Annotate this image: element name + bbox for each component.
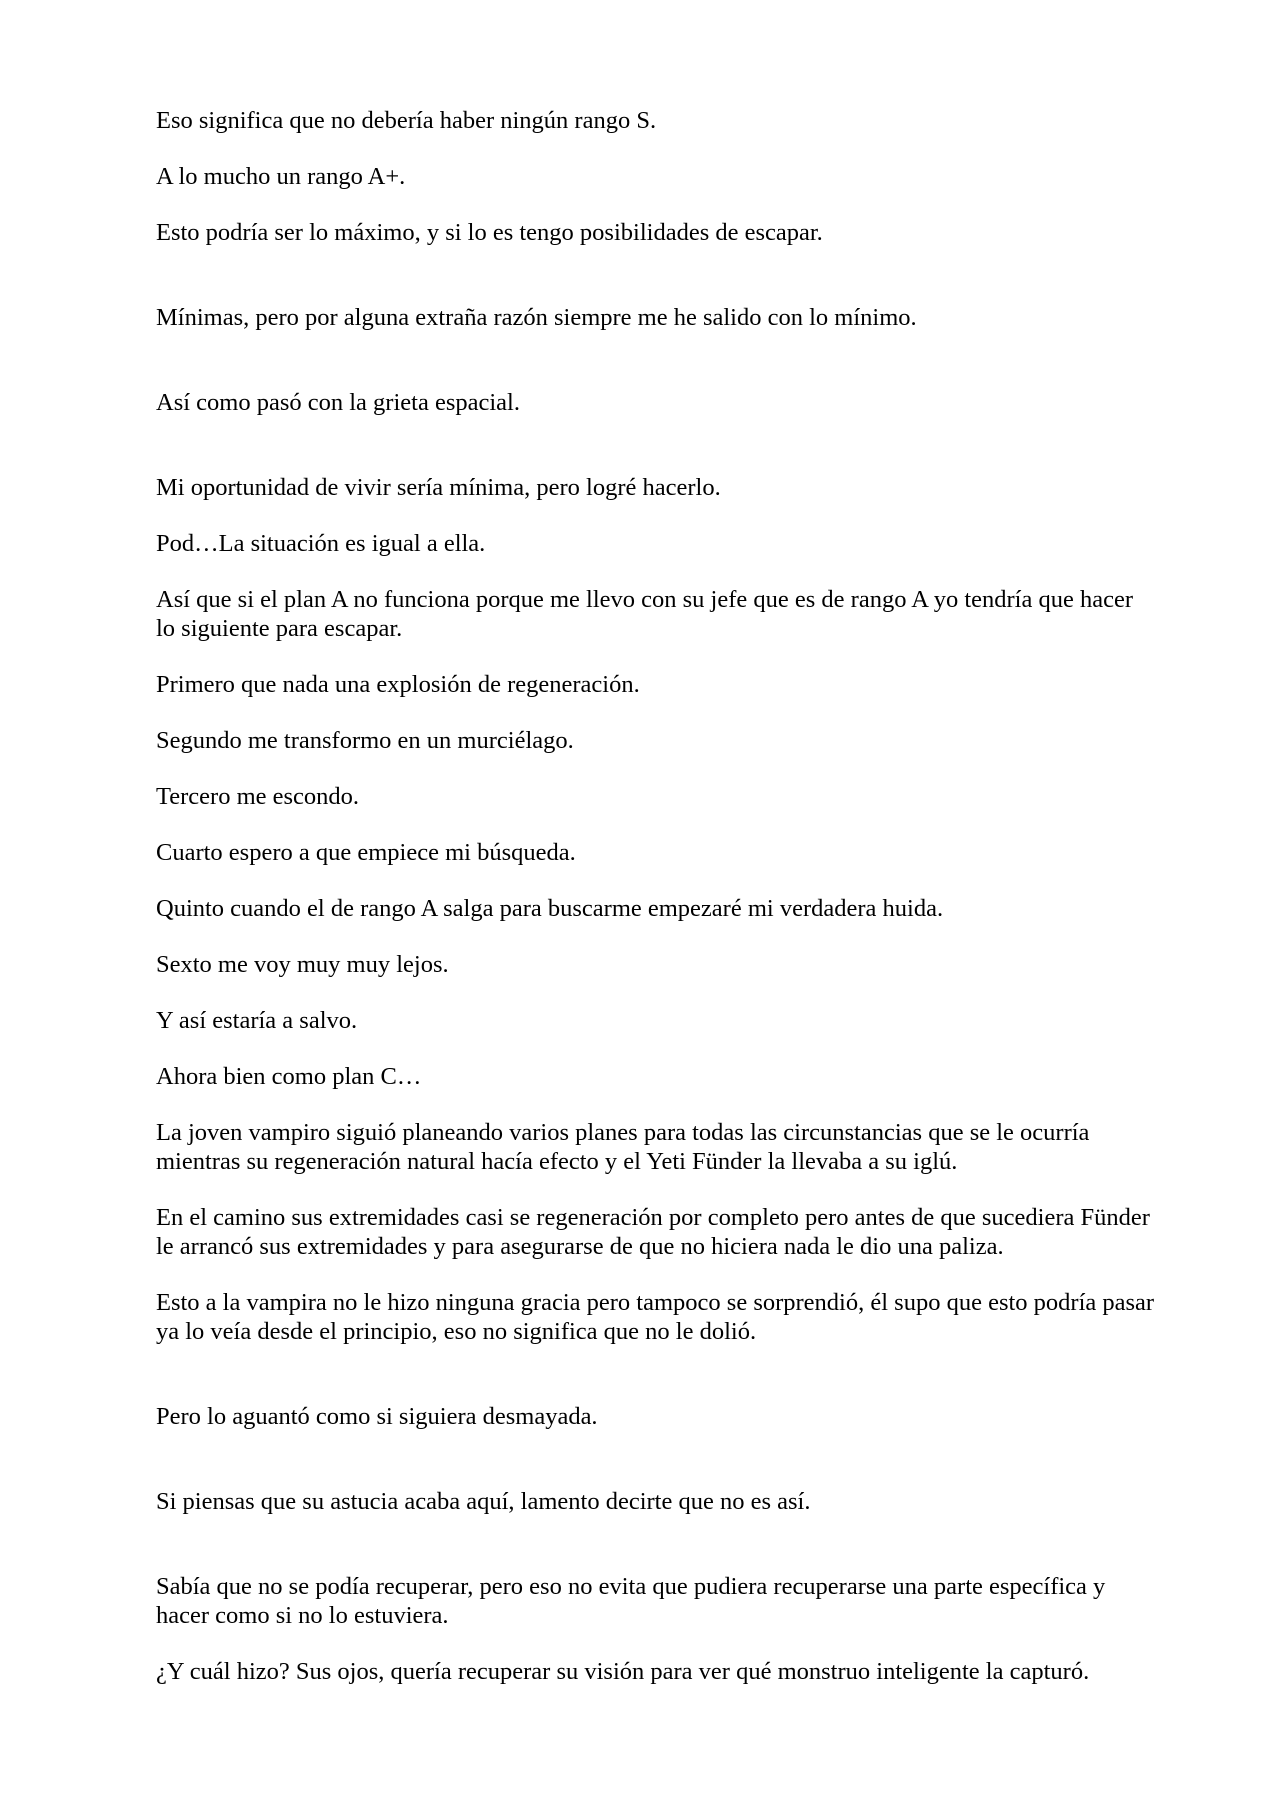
paragraph-1: Eso significa que no debería haber ningún rango S. — [156, 107, 657, 134]
paragraph-13: Quinto cuando el de rango A salga para buscarme empezaré mi verdadera huida. — [156, 895, 944, 922]
paragraph-15: Y así estaría a salvo. — [156, 1007, 358, 1034]
document-body — [156, 106, 1156, 1713]
paragraph-19: Esto a la vampira no le hizo ninguna gracia pero tampoco se sorprendió, él supo que esto podría pasar ya lo veía desde el principio, eso no significa que no le dolió. — [156, 1289, 1155, 1345]
paragraph-5: Así como pasó con la grieta espacial. — [156, 389, 520, 416]
paragraph-9: Primero que nada una explosión de regeneración. — [156, 671, 640, 698]
paragraph-18: En el camino sus extremidades casi se regeneración por completo pero antes de que sucediera Fünder le arrancó sus extremidades y para asegurarse de que no hiciera nada le dio una paliza. — [156, 1204, 1150, 1260]
paragraph-10: Segundo me transformo en un murciélago. — [156, 727, 574, 754]
paragraph-17: La joven vampiro siguió planeando varios planes para todas las circunstancias que se le ocurría mientras su regeneración natural hacía efecto y el Yeti Fünder la llevaba a su iglú. — [156, 1119, 1090, 1175]
paragraph-11: Tercero me escondo. — [156, 783, 360, 810]
paragraph-22: Sabía que no se podía recuperar, pero eso no evita que pudiera recuperarse una parte específica y hacer como si no lo estuviera. — [156, 1573, 1106, 1629]
paragraph-12: Cuarto espero a que empiece mi búsqueda. — [156, 839, 576, 866]
paragraph-16: Ahora bien como plan C… — [156, 1063, 422, 1090]
paragraph-14: Sexto me voy muy muy lejos. — [156, 951, 449, 978]
paragraph-21: Si piensas que su astucia acaba aquí, lamento decirte que no es así. — [156, 1488, 811, 1515]
paragraph-2: A lo mucho un rango A+. — [156, 163, 406, 190]
paragraph-7: Pod…La situación es igual a ella. — [156, 530, 486, 557]
paragraph-20: Pero lo aguantó como si siguiera desmayada. — [156, 1403, 598, 1430]
paragraph-23: ¿Y cuál hizo? Sus ojos, quería recuperar su visión para ver qué monstruo inteligente la capturó. — [156, 1658, 1090, 1685]
paragraph-3: Esto podría ser lo máximo, y si lo es tengo posibilidades de escapar. — [156, 219, 823, 246]
paragraph-8: Así que si el plan A no funciona porque me llevo con su jefe que es de rango A yo tendría que hacer lo siguiente para escapar. — [156, 586, 1133, 642]
paragraph-4: Mínimas, pero por alguna extraña razón siempre me he salido con lo mínimo. — [156, 304, 917, 331]
paragraph-6: Mi oportunidad de vivir sería mínima, pero logré hacerlo. — [156, 474, 721, 501]
